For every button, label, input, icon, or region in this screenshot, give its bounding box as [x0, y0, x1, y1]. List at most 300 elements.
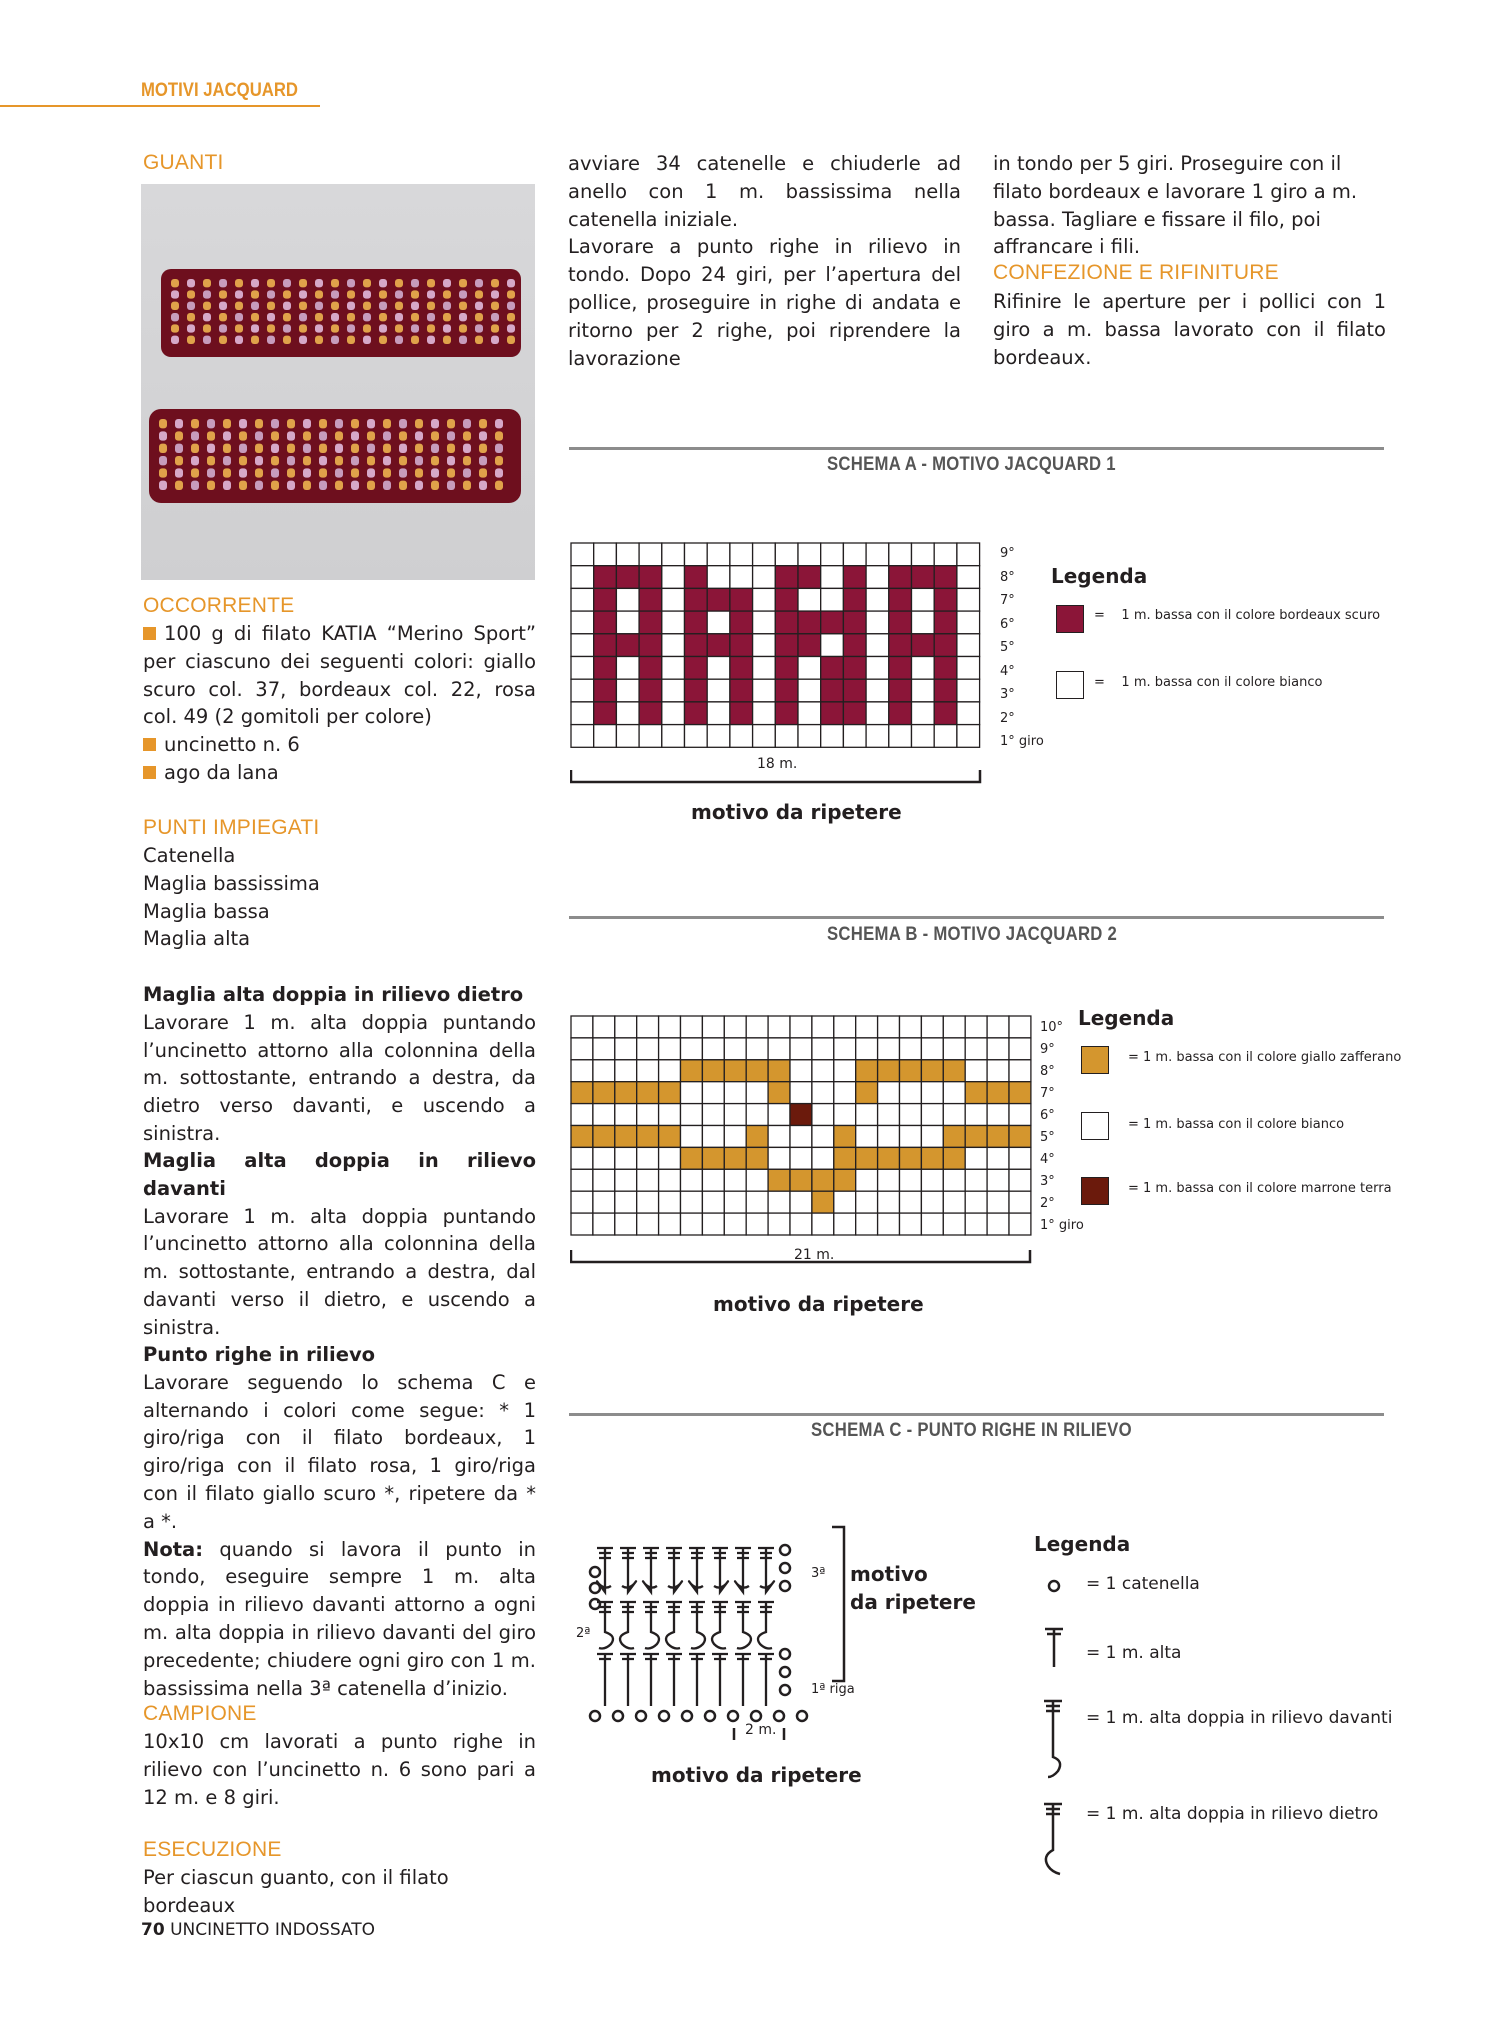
- yarn-stitch: [171, 336, 179, 344]
- punti-item: Maglia alta: [143, 927, 251, 951]
- grid-cell: [812, 1104, 834, 1126]
- yarn-stitch: [415, 431, 423, 440]
- occorrente-title: OCCORRENTE: [143, 594, 295, 617]
- grid-cell: [987, 1147, 1009, 1169]
- schema-c-legend-3: = 1 m. alta doppia in rilievo davanti: [1086, 1708, 1393, 1728]
- mad-dietro-text: Lavorare 1 m. alta doppia puntando l’uncinetto attorno alla colonnina della m. sottostante, entrando a destra, da dietro verso davanti, e uscendo a sinistra.: [143, 1010, 536, 1145]
- grid-cell: [616, 611, 639, 634]
- grid-cell: [730, 588, 753, 611]
- relief-symbol: [597, 1602, 613, 1649]
- grid-cell: [856, 1082, 878, 1104]
- yarn-stitch: [235, 324, 243, 332]
- grid-cell: [943, 1060, 965, 1082]
- yarn-stitch: [239, 431, 247, 440]
- grid-cell: [878, 1147, 900, 1169]
- grid-cell: [659, 1104, 681, 1126]
- grid-cell: [775, 702, 798, 725]
- yarn-stitch: [283, 336, 291, 344]
- grid-cell: [798, 543, 821, 566]
- grid-cell: [681, 1082, 703, 1104]
- grid-cell: [821, 611, 844, 634]
- mad-davanti-title: Maglia alta doppia in rilievo davanti: [143, 1149, 536, 1200]
- grid-cell: [812, 1038, 834, 1060]
- schema-a-legend-2: = 1 m. bassa con il colore bianco: [1094, 675, 1323, 690]
- grid-cell: [987, 1126, 1009, 1148]
- grid-cell: [594, 588, 617, 611]
- grid-cell: [790, 1016, 812, 1038]
- grid-cell: [681, 1038, 703, 1060]
- grid-cell: [790, 1213, 812, 1235]
- grid-cell: [790, 1147, 812, 1169]
- yarn-stitch: [271, 419, 279, 428]
- yarn-stitch: [267, 290, 275, 298]
- grid-cell: [659, 1038, 681, 1060]
- grid-cell: [987, 1104, 1009, 1126]
- grid-cell: [843, 725, 866, 748]
- yarn-stitch: [491, 324, 499, 332]
- row-label: 2°: [1040, 1196, 1055, 1211]
- grid-cell: [768, 1060, 790, 1082]
- row-label: 1° giro: [1040, 1218, 1084, 1233]
- grid-cell: [965, 1191, 987, 1213]
- grid-cell: [921, 1038, 943, 1060]
- grid-cell: [812, 1147, 834, 1169]
- yarn-stitch: [491, 313, 499, 321]
- yarn-stitch: [331, 324, 339, 332]
- grid-cell: [685, 566, 708, 589]
- relief-symbol: [643, 1602, 659, 1649]
- relief-symbol: [643, 1548, 659, 1592]
- chain-symbol: [590, 1599, 600, 1609]
- grid-cell: [724, 1038, 746, 1060]
- schema-c-motivo-side: motivo da ripetere: [850, 1562, 976, 1614]
- grid-cell: [662, 702, 685, 725]
- grid-cell: [571, 725, 594, 748]
- grid-cell: [659, 1191, 681, 1213]
- chain-symbol: [780, 1667, 790, 1677]
- grid-cell: [616, 588, 639, 611]
- yarn-stitch: [443, 290, 451, 298]
- yarn-stitch: [475, 290, 483, 298]
- yarn-stitch: [335, 419, 343, 428]
- grid-cell: [616, 543, 639, 566]
- yarn-stitch: [427, 336, 435, 344]
- yarn-stitch: [507, 290, 515, 298]
- grid-cell: [790, 1191, 812, 1213]
- grid-cell: [1009, 1082, 1031, 1104]
- grid-cell: [746, 1213, 768, 1235]
- grid-cell: [987, 1191, 1009, 1213]
- grid-cell: [843, 679, 866, 702]
- mad-davanti-text: Lavorare 1 m. alta doppia puntando l’uncinetto attorno alla colonnina della m. sottostante, entrando a destra, dal davanti verso il dietro, e uscendo a sinistra.: [143, 1204, 536, 1339]
- yarn-stitch: [283, 279, 291, 287]
- grid-cell: [571, 1038, 593, 1060]
- grid-cell: [790, 1038, 812, 1060]
- grid-cell: [594, 634, 617, 657]
- relief-symbol: [758, 1602, 774, 1649]
- grid-cell: [615, 1060, 637, 1082]
- schema-c-diagram: [570, 1520, 860, 1740]
- yarn-stitch: [507, 313, 515, 321]
- punti-item: Maglia bassissima: [143, 871, 320, 895]
- grid-cell: [637, 1169, 659, 1191]
- legend-swatch-white-b: [1081, 1112, 1109, 1140]
- grid-cell: [921, 1104, 943, 1126]
- grid-cell: [746, 1191, 768, 1213]
- mad-dietro-block: [143, 981, 536, 1148]
- yarn-stitch: [255, 419, 263, 428]
- grid-cell: [753, 611, 776, 634]
- yarn-stitch: [491, 279, 499, 287]
- grid-cell: [775, 566, 798, 589]
- grid-cell: [616, 702, 639, 725]
- grid-cell: [856, 1191, 878, 1213]
- esecuzione-text: Per ciascun guanto, con il filato bordeaux: [143, 1866, 449, 1917]
- yarn-stitch: [443, 313, 451, 321]
- yarn-stitch: [159, 419, 167, 428]
- grid-cell: [912, 725, 935, 748]
- yarn-stitch: [411, 324, 419, 332]
- grid-cell: [912, 657, 935, 680]
- grid-cell: [900, 1147, 922, 1169]
- grid-cell: [681, 1016, 703, 1038]
- yarn-stitch: [267, 279, 275, 287]
- dc-icon: [1040, 1625, 1070, 1670]
- grid-cell: [594, 543, 617, 566]
- grid-cell: [616, 657, 639, 680]
- yarn-stitch: [475, 302, 483, 310]
- grid-cell: [957, 588, 980, 611]
- grid-cell: [1009, 1104, 1031, 1126]
- row-label: 5°: [1040, 1130, 1055, 1145]
- gloves-photo: [141, 184, 535, 580]
- yarn-stitch: [347, 302, 355, 310]
- grid-cell: [812, 1082, 834, 1104]
- grid-cell: [615, 1169, 637, 1191]
- chain-symbol: [751, 1711, 761, 1721]
- yarn-stitch: [267, 336, 275, 344]
- grid-cell: [593, 1104, 615, 1126]
- grid-cell: [1009, 1038, 1031, 1060]
- grid-cell: [639, 702, 662, 725]
- grid-cell: [921, 1060, 943, 1082]
- grid-cell: [707, 657, 730, 680]
- row3-label: 3ª: [811, 1566, 826, 1581]
- grid-cell: [707, 566, 730, 589]
- yarn-stitch: [479, 468, 487, 477]
- grid-cell: [639, 679, 662, 702]
- guanti-title: GUANTI: [143, 151, 224, 174]
- yarn-stitch: [479, 481, 487, 490]
- chain-symbol: [797, 1711, 807, 1721]
- grid-cell: [834, 1060, 856, 1082]
- schema-b-legend-2: = 1 m. bassa con il colore bianco: [1128, 1117, 1345, 1132]
- grid-cell: [637, 1191, 659, 1213]
- yarn-stitch: [443, 324, 451, 332]
- grid-cell: [834, 1038, 856, 1060]
- grid-cell: [571, 1169, 593, 1191]
- grid-cell: [685, 543, 708, 566]
- yarn-stitch: [491, 302, 499, 310]
- yarn-stitch: [203, 290, 211, 298]
- schema-c-legend-title: Legenda: [1034, 1532, 1131, 1556]
- yarn-stitch: [383, 431, 391, 440]
- grid-cell: [616, 725, 639, 748]
- grid-cell: [571, 679, 594, 702]
- grid-cell: [900, 1082, 922, 1104]
- row1-label: 1ª riga: [811, 1682, 855, 1697]
- grid-cell: [987, 1213, 1009, 1235]
- grid-cell: [571, 1060, 593, 1082]
- grid-cell: [790, 1104, 812, 1126]
- yarn-stitch: [395, 324, 403, 332]
- grid-cell: [812, 1169, 834, 1191]
- grid-cell: [965, 1104, 987, 1126]
- chain-symbol: [682, 1711, 692, 1721]
- yarn-stitch: [411, 336, 419, 344]
- yarn-stitch: [447, 481, 455, 490]
- confezione-text: Rifinire le aperture per i pollici con 1 giro a m. bassa lavorato con il filato bordeaux.: [993, 290, 1386, 369]
- grid-cell: [724, 1082, 746, 1104]
- grid-cell: [639, 588, 662, 611]
- grid-cell: [730, 657, 753, 680]
- grid-cell: [571, 634, 594, 657]
- grid-cell: [912, 634, 935, 657]
- grid-cell: [724, 1213, 746, 1235]
- yarn-stitch: [491, 336, 499, 344]
- grid-cell: [753, 657, 776, 680]
- grid-cell: [889, 657, 912, 680]
- grid-cell: [889, 679, 912, 702]
- yarn-stitch: [367, 468, 375, 477]
- yarn-stitch: [219, 313, 227, 321]
- grid-cell: [746, 1016, 768, 1038]
- grid-cell: [912, 611, 935, 634]
- schema-a-width-label: 18 m.: [757, 756, 798, 772]
- occorrente-list: [143, 620, 536, 787]
- grid-cell: [571, 588, 594, 611]
- grid-cell: [685, 725, 708, 748]
- grid-cell: [702, 1126, 724, 1148]
- grid-cell: [790, 1060, 812, 1082]
- yarn-stitch: [207, 444, 215, 453]
- grid-cell: [834, 1191, 856, 1213]
- grid-cell: [775, 679, 798, 702]
- yarn-stitch: [427, 290, 435, 298]
- grid-cell: [702, 1104, 724, 1126]
- yarn-stitch: [299, 302, 307, 310]
- yarn-stitch: [191, 444, 199, 453]
- yarn-stitch: [351, 444, 359, 453]
- grid-cell: [615, 1104, 637, 1126]
- grid-cell: [724, 1060, 746, 1082]
- yarn-stitch: [187, 290, 195, 298]
- yarn-stitch: [399, 468, 407, 477]
- yarn-stitch: [315, 290, 323, 298]
- grid-cell: [685, 702, 708, 725]
- yarn-stitch: [251, 290, 259, 298]
- grid-cell: [571, 702, 594, 725]
- right-text: in tondo per 5 giri. Proseguire con il filato bordeaux e lavorare 1 giro a m. bassa. Tagliare e fissare il filo, poi affrancare i fili.: [993, 152, 1358, 259]
- yarn-stitch: [331, 313, 339, 321]
- yarn-stitch: [159, 431, 167, 440]
- yarn-stitch: [447, 444, 455, 453]
- grid-cell: [1009, 1213, 1031, 1235]
- grid-cell: [730, 725, 753, 748]
- yarn-stitch: [187, 279, 195, 287]
- occorrente-item: ago da lana: [143, 759, 536, 787]
- grid-cell: [821, 725, 844, 748]
- grid-cell: [775, 588, 798, 611]
- grid-cell: [866, 634, 889, 657]
- yarn-stitch: [491, 290, 499, 298]
- yarn-stitch: [431, 456, 439, 465]
- grid-cell: [685, 679, 708, 702]
- yarn-stitch: [399, 456, 407, 465]
- row2-label: 2ª: [576, 1626, 591, 1641]
- yarn-stitch: [239, 419, 247, 428]
- yarn-stitch: [383, 419, 391, 428]
- yarn-stitch: [495, 456, 503, 465]
- yarn-stitch: [271, 468, 279, 477]
- grid-cell: [900, 1126, 922, 1148]
- yarn-stitch: [251, 324, 259, 332]
- yarn-stitch: [379, 279, 387, 287]
- grid-cell: [987, 1038, 1009, 1060]
- punti-item: Catenella: [143, 844, 236, 867]
- yarn-stitch: [203, 324, 211, 332]
- grid-cell: [856, 1104, 878, 1126]
- grid-cell: [768, 1038, 790, 1060]
- grid-cell: [571, 566, 594, 589]
- grid-cell: [724, 1126, 746, 1148]
- grid-cell: [593, 1126, 615, 1148]
- grid-cell: [593, 1016, 615, 1038]
- yarn-stitch: [351, 456, 359, 465]
- grid-cell: [856, 1060, 878, 1082]
- yarn-stitch: [223, 431, 231, 440]
- yarn-stitch: [427, 279, 435, 287]
- grid-cell: [965, 1060, 987, 1082]
- yarn-stitch: [303, 456, 311, 465]
- grid-cell: [866, 725, 889, 748]
- grid-cell: [934, 725, 957, 748]
- yarn-stitch: [187, 324, 195, 332]
- grid-cell: [571, 543, 594, 566]
- mad-dietro-title: Maglia alta doppia in rilievo dietro: [143, 983, 524, 1006]
- yarn-stitch: [159, 444, 167, 453]
- grid-cell: [730, 611, 753, 634]
- grid-cell: [866, 588, 889, 611]
- grid-cell: [821, 566, 844, 589]
- yarn-stitch: [335, 431, 343, 440]
- yarn-stitch: [287, 456, 295, 465]
- grid-cell: [746, 1169, 768, 1191]
- grid-cell: [900, 1169, 922, 1191]
- grid-cell: [639, 611, 662, 634]
- nota-text: Nota: quando si lavora il punto in tondo, eseguire sempre 1 m. alta doppia in rilievo davanti attorno a ogni m. alta doppia in rilievo davanti del giro precedente; chiudere ogni giro con 1 m. bassissima nella 3ª catenella d’inizio.: [143, 1537, 536, 1700]
- grid-cell: [730, 679, 753, 702]
- grid-cell: [957, 725, 980, 748]
- grid-cell: [987, 1082, 1009, 1104]
- yarn-stitch: [347, 279, 355, 287]
- row-label: 8°: [1000, 569, 1015, 585]
- grid-cell: [889, 702, 912, 725]
- yarn-stitch: [347, 336, 355, 344]
- yarn-stitch: [363, 324, 371, 332]
- righe-block: [143, 1341, 536, 1702]
- grid-cell: [921, 1126, 943, 1148]
- relief-symbol: [689, 1602, 705, 1649]
- relief-symbol: [666, 1548, 682, 1592]
- grid-cell: [1009, 1191, 1031, 1213]
- yarn-stitch: [335, 481, 343, 490]
- yarn-stitch: [207, 468, 215, 477]
- row-label: 8°: [1040, 1064, 1055, 1079]
- yarn-stitch: [331, 290, 339, 298]
- grid-cell: [724, 1169, 746, 1191]
- yarn-stitch: [367, 481, 375, 490]
- bullet-icon: [143, 766, 156, 779]
- grid-cell: [594, 679, 617, 702]
- yarn-stitch: [283, 313, 291, 321]
- dc-symbol: [735, 1654, 751, 1706]
- grid-cell: [637, 1213, 659, 1235]
- grid-cell: [746, 1060, 768, 1082]
- grid-cell: [637, 1104, 659, 1126]
- yarn-stitch: [251, 336, 259, 344]
- yarn-stitch: [319, 456, 327, 465]
- grid-cell: [571, 611, 594, 634]
- yarn-stitch: [507, 279, 515, 287]
- yarn-stitch: [239, 444, 247, 453]
- schema-a-legend-title: Legenda: [1051, 564, 1148, 588]
- yarn-stitch: [463, 431, 471, 440]
- grid-cell: [571, 1147, 593, 1169]
- yarn-stitch: [207, 456, 215, 465]
- yarn-stitch: [303, 468, 311, 477]
- yarn-stitch: [251, 302, 259, 310]
- grid-cell: [730, 566, 753, 589]
- schema-c-motivo: motivo da ripetere: [651, 1763, 862, 1787]
- yarn-stitch: [203, 302, 211, 310]
- yarn-stitch: [239, 468, 247, 477]
- grid-cell: [921, 1016, 943, 1038]
- grid-cell: [934, 657, 957, 680]
- yarn-stitch: [255, 481, 263, 490]
- yarn-stitch: [363, 279, 371, 287]
- yarn-stitch: [447, 456, 455, 465]
- grid-cell: [798, 634, 821, 657]
- relief-symbol: [712, 1602, 728, 1649]
- relief-symbol: [735, 1602, 751, 1649]
- grid-cell: [775, 657, 798, 680]
- grid-cell: [912, 679, 935, 702]
- grid-cell: [912, 702, 935, 725]
- yarn-stitch: [463, 456, 471, 465]
- grid-cell: [889, 634, 912, 657]
- yarn-stitch: [459, 313, 467, 321]
- schema-a-rule: [569, 447, 1384, 450]
- schema-b-legend-1: = 1 m. bassa con il colore giallo zafferano: [1128, 1050, 1402, 1065]
- esecuzione-title: ESECUZIONE: [143, 1838, 282, 1861]
- grid-cell: [821, 702, 844, 725]
- row-label: 6°: [1000, 616, 1015, 632]
- page-number: 70: [141, 1920, 165, 1940]
- dc-symbol: [758, 1654, 774, 1706]
- grid-cell: [753, 725, 776, 748]
- yarn-stitch: [351, 481, 359, 490]
